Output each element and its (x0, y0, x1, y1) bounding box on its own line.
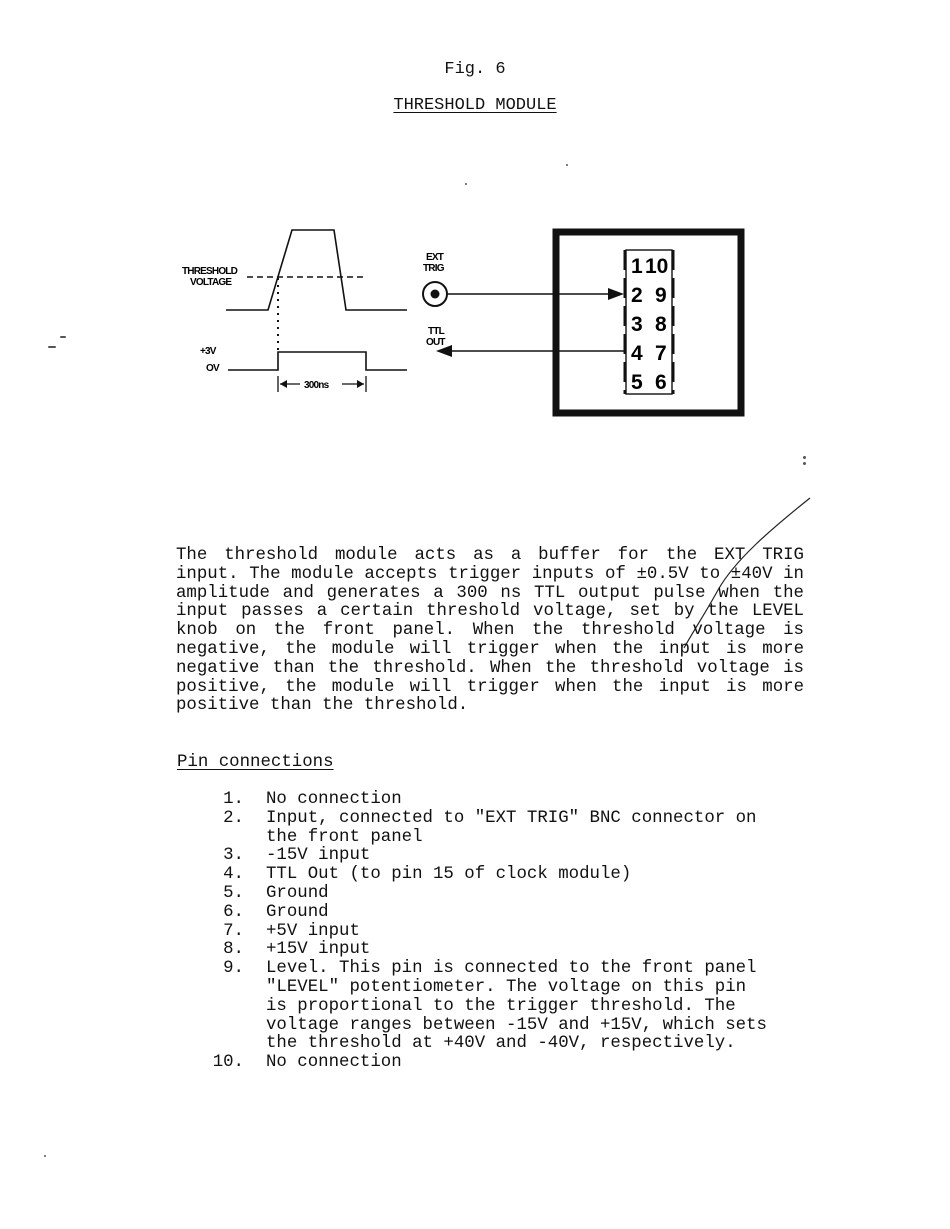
list-item (200, 1054, 810, 1073)
pin-number: 8. (223, 940, 244, 960)
list-item (200, 923, 810, 942)
list-item (200, 847, 810, 866)
pin-1-label: 1 (631, 255, 643, 278)
pin-connections-list (200, 791, 810, 1073)
plus3v-label: +3V (200, 346, 216, 357)
pin-description: Input, connected to "EXT TRIG" BNC connector on the front panel (266, 808, 757, 847)
pin-number: 3. (223, 846, 244, 866)
pin-number: 2. (223, 808, 244, 828)
list-item (200, 904, 810, 923)
zero-volt-label: OV (206, 363, 219, 374)
list-item (200, 960, 810, 1054)
list-item (200, 941, 810, 960)
scan-speck (465, 183, 467, 185)
scan-speck (803, 456, 806, 459)
pin-description: Ground (266, 883, 329, 903)
pin-description: +15V input (266, 940, 371, 960)
scan-speck (803, 462, 806, 465)
pin-number: 10. (212, 1053, 244, 1073)
pin-3-label: 3 (631, 313, 643, 336)
scan-speck (48, 346, 56, 348)
list-item (200, 791, 810, 810)
figure-title: THRESHOLD MODULE (393, 96, 557, 115)
pin-description: No connection (266, 790, 402, 809)
pin-connections-heading: Pin connections (177, 753, 334, 772)
pin-description: Level. This pin is connected to the front panel "LEVEL" potentiometer. The voltage on this pin is proportional to the trigger threshold. The voltage ranges between -15V and +15V, which sets the threshold at +40V and -40V, respectively. (266, 959, 767, 1054)
module-description: The threshold module acts as a buffer for the EXT TRIG input. The module accepts trigger inputs of ±0.5V to ±40V in amplitude and generates a 300 ns TTL output pulse when the input passes a certain threshold voltage, set by the LEVEL knob on the front panel. When the threshold voltage is negative, the module will trigger when the input is more negative than the threshold. When the threshold voltage is positive, the module will trigger when the input is more positive than the threshold. (176, 546, 804, 716)
pin-10-label: 10 (645, 255, 669, 278)
pin-description: -15V input (266, 846, 371, 866)
ttl-out-label-line2: OUT (426, 337, 445, 348)
pin-6-label: 6 (655, 371, 667, 394)
list-item (200, 810, 810, 848)
ext-trig-label-line2: TRIG (423, 263, 444, 274)
threshold-voltage-label-line1: THRESHOLD (182, 266, 238, 277)
pin-number: 1. (223, 790, 244, 809)
pin-8-label: 8 (655, 313, 667, 336)
pin-number: 6. (223, 902, 244, 922)
pin-number: 9. (223, 959, 244, 979)
ttl-out-label-line1: TTL (428, 326, 444, 337)
pin-5-label: 5 (631, 371, 643, 394)
pin-number: 7. (223, 921, 244, 941)
pin-2-label: 2 (631, 284, 643, 307)
pin-description: No connection (266, 1053, 402, 1073)
pulse-width-label: 300ns (304, 380, 329, 391)
scan-speck (60, 336, 66, 338)
scan-speck (44, 1155, 46, 1157)
figure-number: Fig. 6 (444, 60, 506, 79)
pin-description: Ground (266, 902, 329, 922)
pin-description: +5V input (266, 921, 360, 941)
pin-7-label: 7 (655, 342, 667, 365)
ext-trig-label-line1: EXT (426, 252, 444, 263)
pin-4-label: 4 (631, 342, 643, 365)
threshold-voltage-label-line2: VOLTAGE (190, 277, 232, 288)
pin-number: 4. (223, 865, 244, 885)
list-item (200, 885, 810, 904)
pin-number: 5. (223, 883, 244, 903)
pin-description: TTL Out (to pin 15 of clock module) (266, 865, 632, 885)
pin-9-label: 9 (655, 284, 667, 307)
scan-speck (566, 164, 568, 166)
list-item (200, 866, 810, 885)
